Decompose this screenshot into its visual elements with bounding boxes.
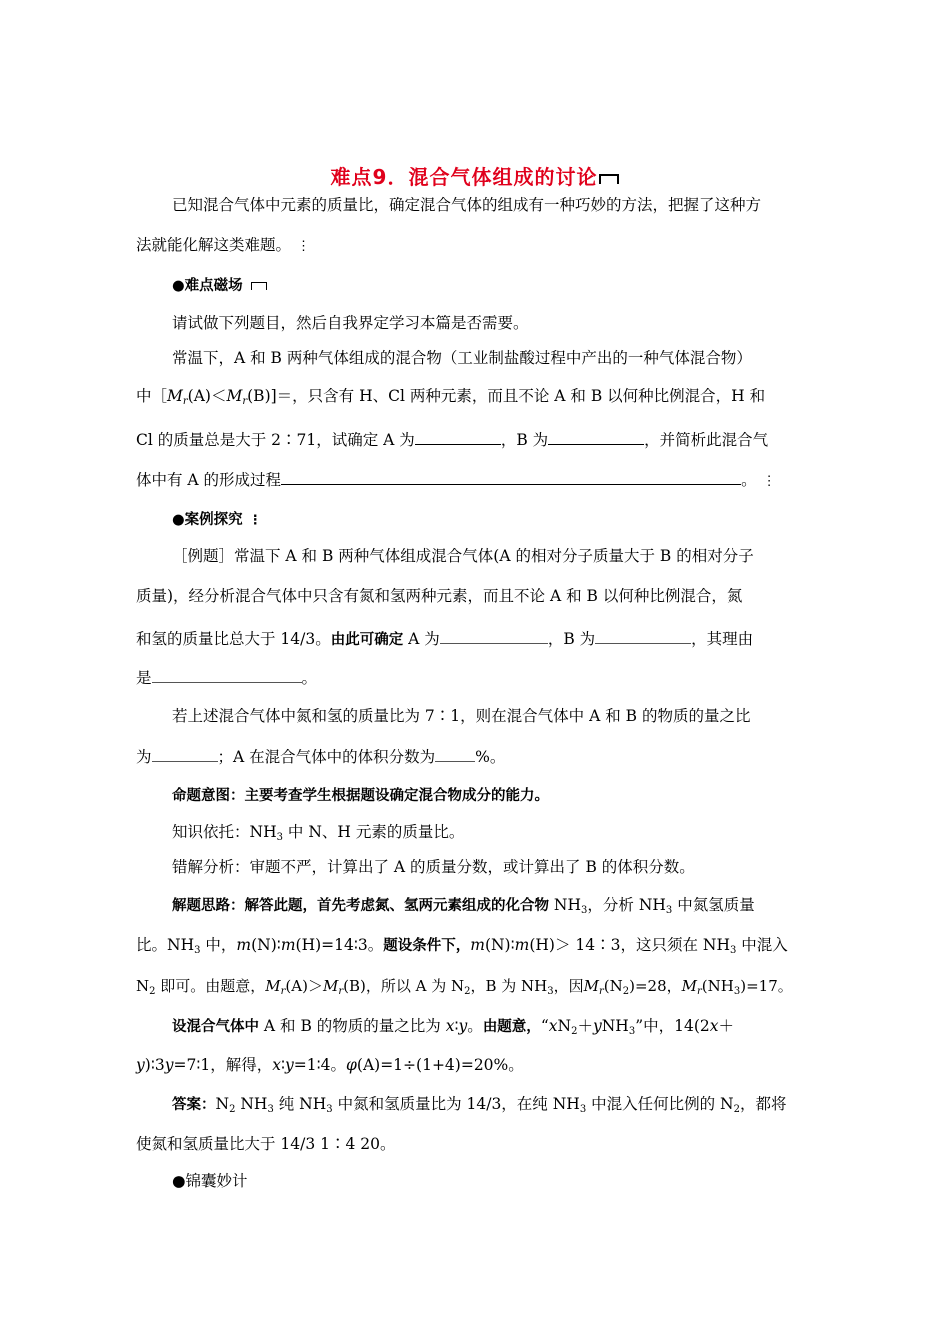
bracket-mark-icon (251, 282, 267, 290)
instruction-line: 请试做下列题目，然后自我界定学习本篇是否需要。 (172, 314, 529, 332)
error-analysis-line: 错解分析：审题不严，计算出了 A 的质量分数，或计算出了 B 的体积分数。 (172, 858, 695, 876)
question-line-3: Cl 的质量总是大于 2∶71，试确定 A 为 ，B 为 ，并简析此混合气 (136, 431, 769, 449)
intent-line: 命题意图：主要考查学生根据题设确定混合物成分的能力。 (172, 788, 549, 804)
intro-line-2: 法就能化解这类难题。⋮ (136, 235, 816, 257)
example-line-4: 是 。 (136, 669, 318, 687)
ellipsis-mark-icon (297, 235, 301, 257)
answer-line-2: 使氮和氢质量比大于 14/3 1∶4 20。 (136, 1135, 396, 1153)
solution-line-1: 解题思路：解答此题，首先考虑氮、氢两元素组成的化合物 $NH_3$，分析 $NH_3$ 中氮氢质量 (172, 896, 755, 916)
question-line-4: 体中有 A 的形成过程 。⋮ (136, 469, 816, 492)
section-heading-magnet: ●难点磁场 (172, 276, 816, 296)
example-line-2: 质量)，经分析混合气体中只含有氮和氢两种元素，而且不论 A 和 B 以何种比例混合，氮 (136, 587, 743, 605)
example-line-3: 和氢的质量比总大于 14/3。由此可确定 A 为 ，B 为 ，其理由 (136, 630, 754, 648)
question-line-2: 中$[M_r(A)<M_r(B)]=$，只含有 H、Cl 两种元素，而且不论 A 和 B 以何种比例混合，H 和 (136, 387, 766, 407)
answer-blank-percent[interactable] (435, 746, 475, 762)
answer-blank-a[interactable] (415, 429, 501, 445)
ellipsis-mark-icon (249, 510, 253, 531)
intro-line-1: 已知混合气体中元素的质量比，确定混合气体的组成有一种巧妙的方法，把握了这种方 (172, 196, 762, 214)
question-line-1: 常温下，A 和 B 两种气体组成的混合物（工业制盐酸过程中产出的一种气体混合物） (172, 349, 752, 367)
section-heading-cases: ●案例探究⋮ (172, 510, 816, 531)
answer-blank-b[interactable] (548, 429, 644, 445)
example-line-1: ［例题］常温下 A 和 B 两种气体组成混合气体(A 的相对分子质量大于 B 的相对分子 (172, 547, 754, 565)
solution-line-2: 比。$NH_3$ 中，m(N)∶m(H)=14∶3。题设条件下，m(N)∶m(H)＞ 14∶3，这只须在 $NH_3$ 中混入 (136, 936, 788, 956)
example-followup-line-2: 为 ；A 在混合气体中的体积分数为 %。 (136, 748, 506, 766)
ellipsis-mark-icon (763, 470, 767, 492)
solution-line-3: $N_2$ 即可。由题意，$M_r(A)>M_r(B)$，所以 A 为 $N_2$，B 为 $NH_3$，因$M_r(N_2)=28$，$M_r(NH_3)=17$。 (136, 977, 793, 997)
answer-blank-a[interactable] (440, 628, 548, 644)
setup-line-1: 设混合气体中 A 和 B 的物质的量之比为 x∶y。由题意，“$xN_2+yNH_3$”中，14(2x＋ (172, 1017, 735, 1037)
answer-line-1: 答案：$N_2$ $NH_3$ 纯 $NH_3$ 中氮和氢质量比为 14/3，在纯 $NH_3$ 中混入任何比例的 $N_2$，都将 (172, 1095, 787, 1115)
example-followup-line-1: 若上述混合气体中氮和氢的质量比为 7∶1，则在混合气体中 A 和 B 的物质的量之比 (172, 707, 751, 725)
knowledge-line: 知识依托：$NH_3$ 中 N、H 元素的质量比。 (172, 823, 465, 843)
answer-blank-process[interactable] (281, 469, 741, 485)
bracket-mark-icon (599, 174, 619, 184)
answer-blank-ratio[interactable] (152, 746, 218, 762)
answer-blank-b[interactable] (595, 628, 691, 644)
page-title: 难点9．混合气体组成的讨论 (0, 161, 950, 190)
answer-blank-reason[interactable] (152, 667, 302, 683)
section-heading-tips: ●锦囊妙计 (172, 1172, 248, 1190)
setup-line-2: y)∶3y=7∶1，解得，x∶y=1∶4。φ(A)=1÷(1+4)=20%。 (136, 1056, 524, 1074)
